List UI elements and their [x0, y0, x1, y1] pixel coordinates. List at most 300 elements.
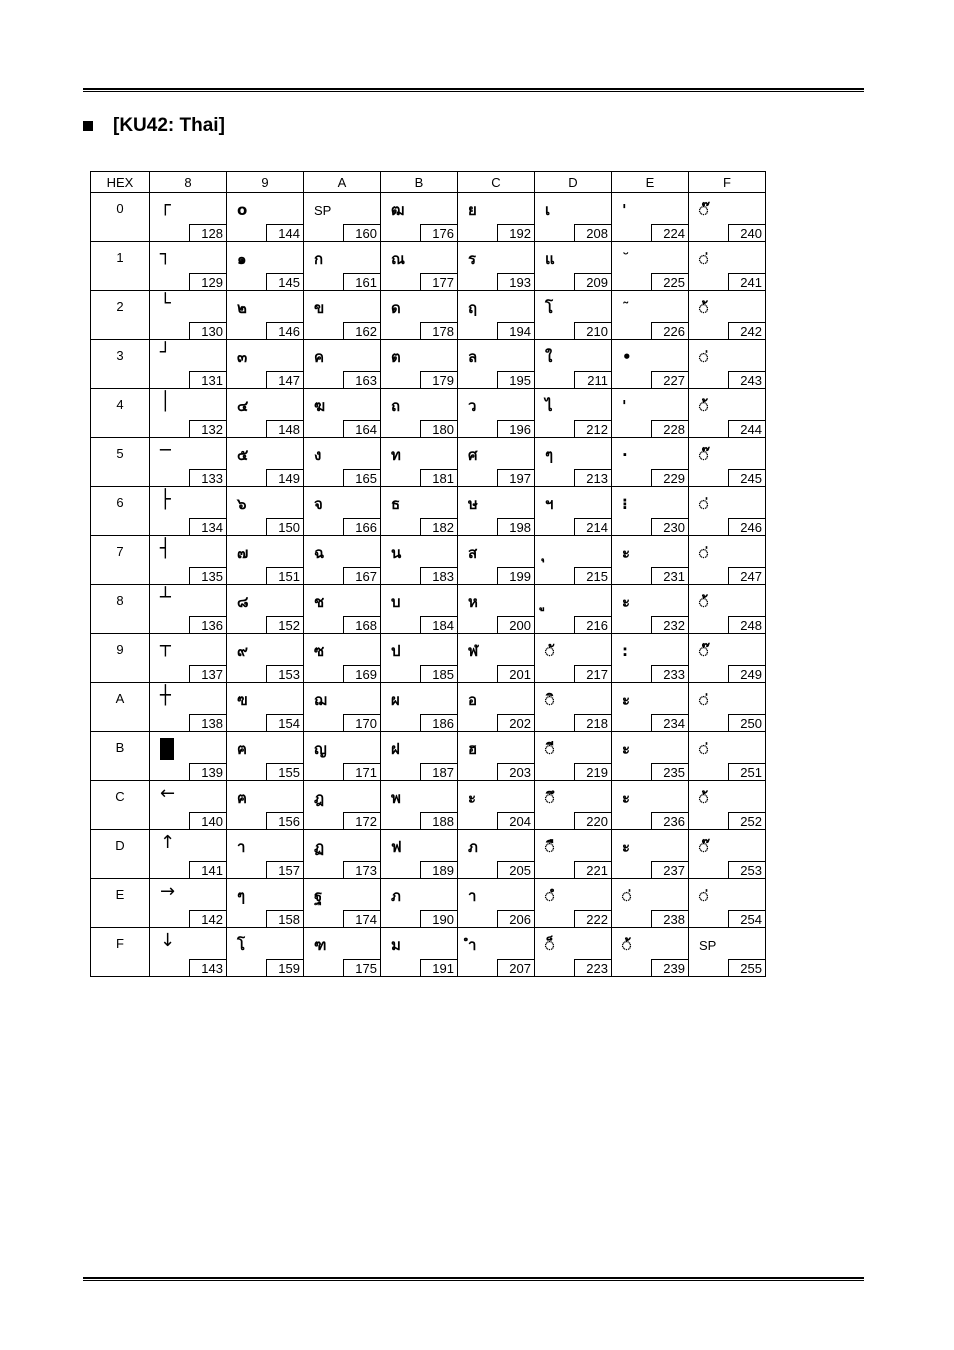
code-cell — [689, 634, 766, 683]
cell-character: แ — [545, 250, 555, 268]
cell-character: ะ — [622, 593, 631, 611]
code-cell — [535, 487, 612, 536]
cell-code-number: 250 — [728, 714, 766, 732]
code-cell — [150, 634, 227, 683]
code-cell — [381, 781, 458, 830]
code-cell — [458, 242, 535, 291]
row-hex-label: C — [91, 781, 150, 830]
cell-character: ◌่ — [699, 348, 709, 366]
cell-code-number: 161 — [343, 273, 381, 291]
cell-code-number: 245 — [728, 469, 766, 487]
cell-character: ◌่ — [699, 691, 709, 709]
cell-character: ๖ — [237, 495, 247, 513]
cell-character: ช — [314, 593, 325, 611]
cell-code-number: 239 — [651, 959, 689, 977]
cell-character: ◌ี — [545, 740, 555, 758]
code-cell — [458, 928, 535, 977]
cell-code-number: 209 — [574, 273, 612, 291]
code-cell — [304, 830, 381, 879]
row-hex-label: F — [91, 928, 150, 977]
row-hex-label: 0 — [91, 193, 150, 242]
cell-character: ร — [468, 250, 477, 268]
cell-character: ะ — [622, 838, 631, 856]
cell-code-number: 190 — [420, 910, 458, 928]
table-row — [91, 683, 766, 732]
cell-character: ไ — [545, 397, 553, 415]
cell-character: ำ — [468, 936, 477, 954]
code-cell — [304, 634, 381, 683]
cell-code-number: 232 — [651, 616, 689, 634]
code-cell — [612, 732, 689, 781]
code-cell — [612, 340, 689, 389]
table-row — [91, 291, 766, 340]
cell-character: ' — [622, 201, 627, 219]
table-row — [91, 928, 766, 977]
cell-code-number: 200 — [497, 616, 535, 634]
hex-header: HEX — [91, 172, 150, 193]
code-cell — [689, 242, 766, 291]
cell-code-number: 205 — [497, 861, 535, 879]
cell-character: ฑ — [314, 936, 327, 954]
column-header: E — [612, 172, 689, 193]
cell-code-number: 131 — [189, 371, 227, 389]
cell-code-number: 244 — [728, 420, 766, 438]
cell-character: โ — [545, 299, 554, 317]
code-cell — [689, 830, 766, 879]
column-header: 8 — [150, 172, 227, 193]
code-cell — [150, 585, 227, 634]
code-cell — [458, 340, 535, 389]
cell-character: ◌๊ — [699, 201, 709, 219]
cell-code-number: 143 — [189, 959, 227, 977]
table-row — [91, 340, 766, 389]
code-cell — [304, 389, 381, 438]
code-cell — [150, 683, 227, 732]
cell-code-number: 172 — [343, 812, 381, 830]
code-cell — [535, 732, 612, 781]
cell-code-number: 240 — [728, 224, 766, 242]
cell-code-number: 135 — [189, 567, 227, 585]
cell-code-number: 237 — [651, 861, 689, 879]
cell-code-number: 165 — [343, 469, 381, 487]
cell-code-number: 181 — [420, 469, 458, 487]
code-cell — [304, 585, 381, 634]
cell-character: ฐ — [314, 887, 323, 905]
table-header-row — [91, 172, 766, 193]
table-row — [91, 781, 766, 830]
cell-code-number: 183 — [420, 567, 458, 585]
cell-character: ◌้ — [622, 936, 632, 954]
cell-code-number: 155 — [266, 763, 304, 781]
code-cell — [612, 438, 689, 487]
row-hex-label: 6 — [91, 487, 150, 536]
table-row — [91, 732, 766, 781]
table-row — [91, 487, 766, 536]
cell-character: ฌ — [314, 691, 327, 709]
cell-code-number: 234 — [651, 714, 689, 732]
row-hex-label: E — [91, 879, 150, 928]
row-hex-label: 4 — [91, 389, 150, 438]
cell-code-number: 241 — [728, 273, 766, 291]
cell-character: ˘ — [622, 250, 630, 268]
code-cell — [381, 487, 458, 536]
code-cell — [535, 536, 612, 585]
code-cell — [689, 781, 766, 830]
cell-code-number: 196 — [497, 420, 535, 438]
cell-character: ↓ — [160, 930, 176, 951]
cell-character: ฃ — [237, 691, 248, 709]
row-hex-label: 8 — [91, 585, 150, 634]
cell-character: ๆ — [237, 887, 246, 905]
cell-character: ๗ — [237, 544, 249, 562]
cell-character: ┌ — [160, 195, 171, 216]
code-cell — [535, 634, 612, 683]
code-cell — [612, 928, 689, 977]
code-cell — [612, 830, 689, 879]
cell-code-number: 251 — [728, 763, 766, 781]
table-row — [91, 879, 766, 928]
cell-character: ะ — [622, 789, 631, 807]
cell-character: ๆ — [545, 446, 554, 464]
cell-code-number: 169 — [343, 665, 381, 683]
cell-character: ะ — [468, 789, 477, 807]
code-cell — [612, 487, 689, 536]
cell-code-number: 171 — [343, 763, 381, 781]
cell-code-number: 154 — [266, 714, 304, 732]
cell-character: ฮ — [468, 740, 478, 758]
code-cell — [150, 928, 227, 977]
cell-character: ฯ — [545, 495, 554, 513]
cell-code-number: 217 — [574, 665, 612, 683]
cell-code-number: 214 — [574, 518, 612, 536]
table-row — [91, 585, 766, 634]
cell-code-number: 252 — [728, 812, 766, 830]
code-cell — [689, 928, 766, 977]
cell-code-number: 236 — [651, 812, 689, 830]
cell-character: ก — [314, 250, 324, 268]
code-cell — [381, 830, 458, 879]
cell-character: า — [468, 887, 477, 905]
code-cell — [227, 487, 304, 536]
code-cell — [612, 242, 689, 291]
cell-character: ← — [160, 783, 176, 804]
cell-character: • — [622, 348, 632, 366]
cell-character: ฅ — [237, 740, 248, 758]
cell-character: ๔ — [237, 397, 249, 415]
code-cell — [381, 389, 458, 438]
column-header: F — [689, 172, 766, 193]
cell-code-number: 159 — [266, 959, 304, 977]
cell-character: ข — [314, 299, 325, 317]
cell-character: ฅ — [237, 789, 248, 807]
cell-code-number: 207 — [497, 959, 535, 977]
code-cell — [227, 683, 304, 732]
cell-code-number: 228 — [651, 420, 689, 438]
code-cell — [458, 487, 535, 536]
cell-code-number: 203 — [497, 763, 535, 781]
code-cell — [689, 438, 766, 487]
cell-character: ๕ — [237, 446, 249, 464]
cell-code-number: 149 — [266, 469, 304, 487]
code-cell — [381, 438, 458, 487]
cell-code-number: 174 — [343, 910, 381, 928]
code-cell — [535, 193, 612, 242]
section-heading — [83, 114, 225, 138]
cell-code-number: 187 — [420, 763, 458, 781]
cell-code-number: 215 — [574, 567, 612, 585]
code-cell — [227, 585, 304, 634]
cell-character: ฎ — [314, 789, 325, 807]
cell-code-number: 138 — [189, 714, 227, 732]
code-cell — [458, 683, 535, 732]
code-cell — [689, 340, 766, 389]
code-cell — [381, 340, 458, 389]
code-cell — [612, 634, 689, 683]
cell-code-number: 197 — [497, 469, 535, 487]
code-cell — [689, 291, 766, 340]
cell-character: ะ — [622, 740, 631, 758]
code-cell — [689, 732, 766, 781]
code-cell — [458, 438, 535, 487]
code-cell — [304, 193, 381, 242]
cell-code-number: 182 — [420, 518, 458, 536]
cell-character: ฒ — [391, 201, 405, 219]
cell-character: ◌้ — [699, 593, 709, 611]
cell-code-number: 137 — [189, 665, 227, 683]
cell-character: ฏ — [314, 838, 325, 856]
cell-character: → — [160, 881, 176, 902]
cell-code-number: 249 — [728, 665, 766, 683]
cell-character: ◌๊ — [699, 446, 709, 464]
cell-character: ค — [314, 348, 325, 366]
cell-code-number: 218 — [574, 714, 612, 732]
code-cell — [458, 193, 535, 242]
cell-code-number: 194 — [497, 322, 535, 340]
top-rule — [83, 88, 864, 92]
cell-character: ย — [468, 201, 477, 219]
code-cell — [227, 340, 304, 389]
cell-code-number: 204 — [497, 812, 535, 830]
code-cell — [227, 879, 304, 928]
cell-character: ◌็ — [545, 936, 555, 954]
cell-character: ๓ — [237, 348, 248, 366]
cell-character: │ — [160, 391, 171, 412]
cell-code-number: 192 — [497, 224, 535, 242]
code-cell — [150, 389, 227, 438]
cell-code-number: 186 — [420, 714, 458, 732]
cell-character: อ — [468, 691, 478, 709]
cell-character: ศ — [468, 446, 478, 464]
code-cell — [227, 781, 304, 830]
column-header: A — [304, 172, 381, 193]
code-cell — [227, 536, 304, 585]
cell-code-number: 173 — [343, 861, 381, 879]
cell-code-number: 213 — [574, 469, 612, 487]
code-cell — [150, 536, 227, 585]
code-cell — [150, 291, 227, 340]
cell-code-number: 202 — [497, 714, 535, 732]
cell-character: ◌ึ — [545, 789, 555, 807]
cell-code-number: 247 — [728, 567, 766, 585]
cell-code-number: 231 — [651, 567, 689, 585]
cell-character: · — [622, 446, 628, 464]
code-cell — [150, 732, 227, 781]
cell-character: : — [622, 642, 628, 660]
code-cell — [612, 389, 689, 438]
cell-code-number: 229 — [651, 469, 689, 487]
cell-code-number: 246 — [728, 518, 766, 536]
cell-code-number: 225 — [651, 273, 689, 291]
cell-character: ล — [468, 348, 478, 366]
cell-character: ๑ — [237, 250, 247, 268]
cell-character: ◌่ — [622, 887, 632, 905]
code-cell — [304, 683, 381, 732]
cell-code-number: 153 — [266, 665, 304, 683]
code-cell — [458, 830, 535, 879]
code-cell — [458, 781, 535, 830]
code-cell — [689, 536, 766, 585]
cell-code-number: 210 — [574, 322, 612, 340]
cell-character: ◌ํ — [545, 887, 555, 905]
cell-code-number: 150 — [266, 518, 304, 536]
cell-code-number: 193 — [497, 273, 535, 291]
cell-code-number: 206 — [497, 910, 535, 928]
cell-character: ◌๊ — [699, 838, 709, 856]
cell-character: ┴ — [160, 587, 171, 608]
cell-character: ↑ — [160, 832, 176, 853]
cell-character: ◌้ — [699, 789, 709, 807]
cell-code-number: 152 — [266, 616, 304, 634]
cell-code-number: 176 — [420, 224, 458, 242]
cell-character: ◌้ — [699, 397, 709, 415]
code-cell — [458, 536, 535, 585]
cell-code-number: 167 — [343, 567, 381, 585]
cell-code-number: 230 — [651, 518, 689, 536]
cell-code-number: 191 — [420, 959, 458, 977]
cell-code-number: 238 — [651, 910, 689, 928]
cell-code-number: 151 — [266, 567, 304, 585]
cell-character: ◌ั — [545, 642, 555, 660]
cell-character: ผ — [391, 691, 400, 709]
code-cell — [458, 585, 535, 634]
code-cell — [304, 536, 381, 585]
code-cell — [535, 928, 612, 977]
row-hex-label: B — [91, 732, 150, 781]
cell-character: ษ — [468, 495, 478, 513]
cell-character: ะ — [622, 691, 631, 709]
cell-code-number: 130 — [189, 322, 227, 340]
code-cell — [381, 291, 458, 340]
cell-character: ├ — [160, 489, 171, 510]
code-cell — [612, 291, 689, 340]
cell-character: ๘ — [237, 593, 249, 611]
cell-character: ท — [391, 446, 401, 464]
cell-character: ฤ — [468, 299, 478, 317]
cell-code-number: 175 — [343, 959, 381, 977]
code-cell — [150, 879, 227, 928]
code-cell — [227, 830, 304, 879]
cell-character: ◌๊ — [699, 642, 709, 660]
cell-code-number: 219 — [574, 763, 612, 781]
code-cell — [689, 585, 766, 634]
cell-character: ห — [468, 593, 478, 611]
cell-character: ถ — [391, 397, 401, 415]
cell-character: ฆ — [314, 397, 326, 415]
cell-code-number: 147 — [266, 371, 304, 389]
cell-character: ง — [314, 446, 322, 464]
cell-character: ◌่ — [699, 250, 709, 268]
cell-code-number: 146 — [266, 322, 304, 340]
code-cell — [535, 242, 612, 291]
code-cell — [612, 193, 689, 242]
column-header: C — [458, 172, 535, 193]
code-cell — [535, 585, 612, 634]
cell-code-number: 162 — [343, 322, 381, 340]
code-cell — [304, 242, 381, 291]
cell-code-number: 184 — [420, 616, 458, 634]
cell-code-number: 132 — [189, 420, 227, 438]
code-cell — [150, 438, 227, 487]
code-cell — [227, 389, 304, 438]
cell-code-number: 242 — [728, 322, 766, 340]
code-cell — [689, 683, 766, 732]
row-hex-label: 5 — [91, 438, 150, 487]
table-row — [91, 536, 766, 585]
cell-character: ส — [468, 544, 478, 562]
code-cell — [227, 193, 304, 242]
code-cell — [227, 438, 304, 487]
cell-code-number: 198 — [497, 518, 535, 536]
code-cell — [150, 781, 227, 830]
table-row — [91, 438, 766, 487]
code-cell — [535, 438, 612, 487]
cell-code-number: 180 — [420, 420, 458, 438]
code-cell — [227, 634, 304, 683]
cell-character: ◌่ — [699, 740, 709, 758]
cell-character: ◌่ — [699, 495, 709, 513]
code-cell — [227, 242, 304, 291]
cell-character: พ — [391, 789, 401, 807]
cell-character: ◌ิ — [545, 691, 555, 709]
code-cell — [689, 879, 766, 928]
code-cell — [227, 928, 304, 977]
cell-character: ˜ — [622, 299, 630, 317]
row-hex-label: 7 — [91, 536, 150, 585]
code-cell — [381, 928, 458, 977]
code-cell — [612, 585, 689, 634]
cell-code-number: 211 — [574, 371, 612, 389]
code-cell — [304, 732, 381, 781]
cell-character: ซ — [314, 642, 325, 660]
cell-character: └ — [160, 293, 171, 314]
cell-code-number: 148 — [266, 420, 304, 438]
cell-code-number: 253 — [728, 861, 766, 879]
cell-code-number: 216 — [574, 616, 612, 634]
code-cell — [150, 487, 227, 536]
cell-code-number: 222 — [574, 910, 612, 928]
cell-character: ภ — [391, 887, 401, 905]
cell-code-number: 208 — [574, 224, 612, 242]
bottom-rule — [83, 1277, 864, 1281]
code-cell — [458, 291, 535, 340]
code-cell — [150, 830, 227, 879]
code-cell — [227, 732, 304, 781]
code-cell — [381, 634, 458, 683]
code-cell — [458, 879, 535, 928]
cell-code-number: 168 — [343, 616, 381, 634]
cell-character: ฟ — [391, 838, 402, 856]
cell-character: ม — [391, 936, 401, 954]
